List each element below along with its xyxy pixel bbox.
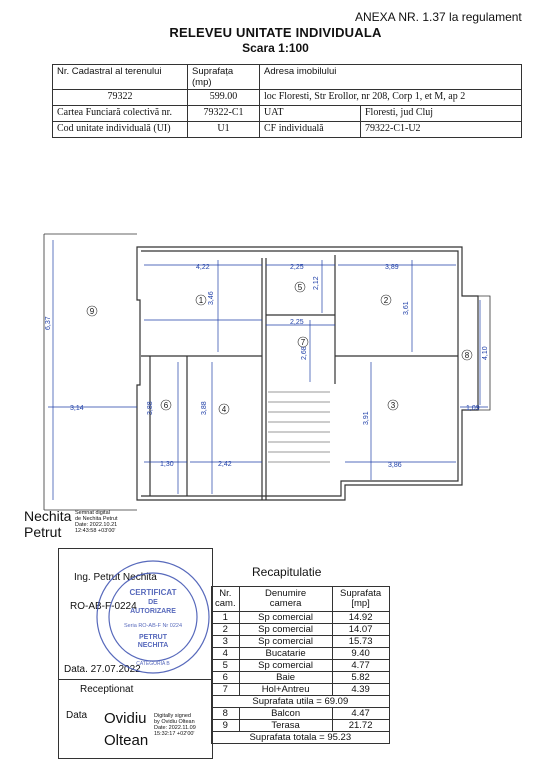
dim-label: 3,88 [147, 401, 154, 415]
stamp-text: AUTORIZARE [130, 608, 176, 615]
digital-signature-info [75, 510, 118, 534]
sig-line: by Ovidiu Oltean [154, 719, 195, 725]
cell-name: Bucatarie [239, 648, 332, 660]
header-cf-individual: CF individuală [260, 122, 361, 138]
engineer-name: Ing. Petrut Nechita [74, 572, 157, 583]
terrace-outline [44, 234, 137, 510]
header-text: Suprafata [339, 588, 382, 599]
cell-area: 9.40 [332, 648, 389, 660]
cell-name: Balcon [239, 708, 332, 720]
room-number: 7 [300, 338, 306, 347]
dim-label: 2,12 [313, 276, 320, 290]
total-area: Suprafata totala = 95.23 [212, 732, 390, 744]
header-uat: UAT [260, 106, 361, 122]
sig-line: Digitally signed [154, 713, 191, 719]
cell-area: 21.72 [332, 720, 389, 732]
totala-row [212, 732, 390, 744]
dim-label: 4,22 [196, 264, 210, 271]
header-text: Nr. [219, 588, 232, 599]
dim-label: 1,09 [466, 405, 480, 412]
header-text: [mp] [351, 598, 370, 609]
dimension-lines [48, 240, 488, 500]
recap-table [211, 586, 390, 744]
header-address: Adresa imobilului [260, 65, 522, 90]
dim-label: 2,25 [290, 319, 304, 326]
engineer-registration: RO-AB-F-0224 [70, 601, 137, 612]
dim-label: 3,86 [388, 462, 402, 469]
dim-label: 2,42 [218, 461, 232, 468]
digital-signature-info [154, 713, 196, 737]
recap-title: Recapitulatie [252, 565, 322, 579]
sig-line: de Nechita Petrut [75, 516, 118, 522]
cell-nr: 5 [212, 660, 240, 672]
cadastral-value: 79322 [53, 90, 188, 106]
cell-nr: 8 [212, 708, 240, 720]
stairs [268, 392, 330, 462]
room-number: 8 [464, 351, 470, 360]
cell-nr: 6 [212, 672, 240, 684]
cell-name: Sp comercial [239, 660, 332, 672]
header-cf-collective: Cartea Funciară colectivă nr. [53, 106, 188, 122]
cell-nr: 7 [212, 684, 240, 696]
area-value: 599.00 [188, 90, 260, 106]
dim-label: 2,25 [290, 264, 304, 271]
table-row [212, 684, 390, 696]
cell-area: 15.73 [332, 636, 389, 648]
receiver-last-name: Oltean [104, 732, 149, 749]
utila-row [212, 696, 390, 708]
table-row [212, 672, 390, 684]
reception-label: Receptionat [80, 684, 134, 695]
cell-nr: 4 [212, 648, 240, 660]
room-number: 6 [163, 401, 169, 410]
cell-area: 14.07 [332, 624, 389, 636]
recap-header-name [239, 587, 332, 612]
scale-label: Scara 1:100 [242, 41, 309, 55]
recap-header-row [212, 587, 390, 612]
sig-line: Semnat digital [75, 510, 110, 516]
dim-label: 3,88 [201, 401, 208, 415]
stamp-text: CATEGORIA B [136, 661, 170, 667]
recap-header-area [332, 587, 389, 612]
cell-area: 5.82 [332, 672, 389, 684]
cell-area: 4.77 [332, 660, 389, 672]
stamp-text: DE [148, 599, 158, 606]
unit-code-value: U1 [188, 122, 260, 138]
recap-header-nr [212, 587, 240, 612]
room-number: 9 [89, 307, 95, 316]
cell-area: 4.47 [332, 708, 389, 720]
document-title: RELEVEU UNITATE INDIVIDUALA [169, 25, 382, 40]
cell-name: Hol+Antreu [239, 684, 332, 696]
sig-line: Date: 2022.11.09 [154, 725, 196, 731]
uat-value: Floresti, jud Cluj [361, 106, 522, 122]
dim-label: 3,46 [208, 291, 215, 305]
room-number: 2 [383, 296, 389, 305]
authorization-stamp [93, 557, 213, 677]
annex-label: ANEXA NR. 1.37 la regulament [355, 10, 522, 24]
cell-nr: 2 [212, 624, 240, 636]
cf-individual-value: 79322-C1-U2 [361, 122, 522, 138]
engineer-date: Data. 27.07.2022 [64, 664, 141, 675]
dim-label: 3,14 [70, 405, 84, 412]
header-area: Suprafața (mp) [188, 65, 260, 90]
cell-name: Sp comercial [239, 612, 332, 624]
header-cadastral: Nr. Cadastral al terenului [53, 65, 188, 90]
cell-nr: 1 [212, 612, 240, 624]
header-text: camera [269, 598, 302, 609]
room-number: 1 [198, 296, 204, 305]
sig-line: Date: 2022.10.21 [75, 522, 118, 528]
table-row [212, 612, 390, 624]
cell-area: 14.92 [332, 612, 389, 624]
dim-label: 1,30 [160, 461, 174, 468]
room-number: 3 [390, 401, 396, 410]
table-row [212, 720, 390, 732]
table-row [212, 624, 390, 636]
receiver-first-name: Ovidiu [104, 710, 147, 727]
table-row [212, 636, 390, 648]
stamp-text: PETRUT [139, 634, 167, 641]
table-row [212, 660, 390, 672]
cell-name: Sp comercial [239, 624, 332, 636]
room-number: 5 [297, 283, 303, 292]
dim-label: 4,10 [482, 346, 489, 360]
cell-name: Baie [239, 672, 332, 684]
stamp-text: Seria RO-AB-F Nr 0224 [123, 623, 183, 629]
table-row [212, 708, 390, 720]
stamp-text: NECHITA [137, 642, 169, 649]
cell-nr: 9 [212, 720, 240, 732]
room-number: 4 [221, 405, 227, 414]
sig-line: 12:43:58 +03'00' [75, 528, 116, 534]
reception-data-label: Data [66, 710, 88, 721]
signer-first-name: Nechita [24, 508, 72, 524]
header-text: Denumire [265, 588, 307, 599]
dim-label: 2,68 [301, 346, 308, 360]
dim-label: 3,89 [385, 264, 399, 271]
useful-area-total: Suprafata utila = 69.09 [212, 696, 390, 708]
cf-collective-value: 79322-C1 [188, 106, 260, 122]
address-value: loc Floresti, Str Erollor, nr 208, Corp 1, et M, ap 2 [260, 90, 522, 106]
cell-area: 4.39 [332, 684, 389, 696]
header-unit-code: Cod unitate individuală (UI) [53, 122, 188, 138]
dim-label: 6,37 [45, 316, 52, 330]
sig-line: 15:32:17 +02'00' [154, 731, 195, 737]
signer-last-name: Petrut [24, 524, 62, 540]
dim-label: 3,61 [403, 301, 410, 315]
stamp-text: CERTIFICAT [129, 588, 177, 597]
cell-name: Terasa [239, 720, 332, 732]
dim-label: 3,91 [363, 411, 370, 425]
table-row [212, 648, 390, 660]
header-text: cam. [215, 598, 236, 609]
cell-nr: 3 [212, 636, 240, 648]
cell-name: Sp comercial [239, 636, 332, 648]
